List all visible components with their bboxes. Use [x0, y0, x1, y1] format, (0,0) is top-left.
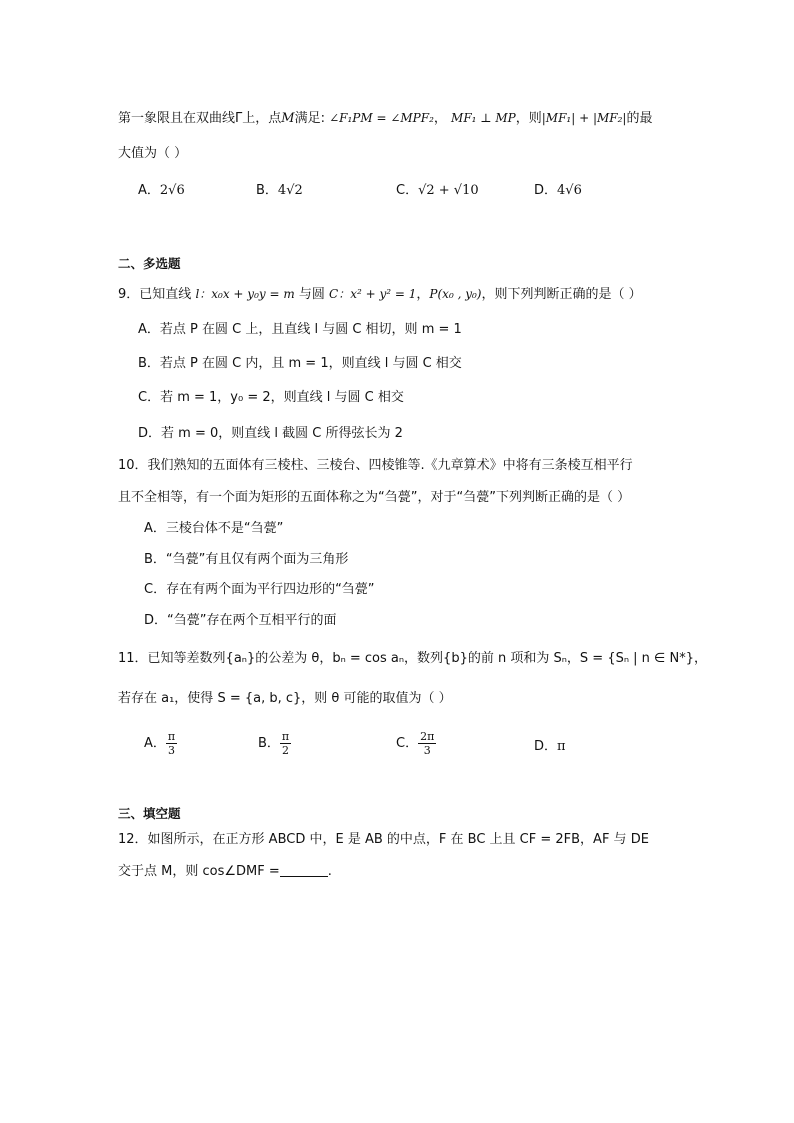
q10-option-b[interactable]: B．“刍甍”有且仅有两个面为三角形: [144, 552, 349, 567]
q9-text-b: 与圆: [298, 287, 325, 302]
q9-line-equation: l：x₀x + y₀y = m: [195, 287, 295, 301]
option-value: 4√6: [557, 183, 582, 198]
option-letter: C．: [396, 736, 419, 751]
q9-option-d[interactable]: D．若 m = 0，则直线 l 截圆 C 所得弦长为 2: [138, 426, 403, 441]
q8-condition-angle: ∠F₁PM = ∠MPF₂: [329, 111, 434, 125]
q11-line2: 若存在 a₁，使得 S = {a, b, c}，则 θ 可能的取值为（ ）: [118, 691, 452, 706]
q9-option-c[interactable]: C．若 m = 1，y₀ = 2，则直线 l 与圆 C 相交: [138, 390, 404, 405]
q8-text-mid: 满足:: [294, 111, 325, 126]
q9-point: P(x₀ , y₀): [429, 287, 482, 301]
q10-option-d[interactable]: D．“刍甍”存在两个互相平行的面: [144, 613, 337, 628]
q8-line2: 大值为（ ）: [118, 146, 188, 161]
q9-text-c: ，: [416, 287, 430, 302]
fraction-denominator: 3: [168, 744, 176, 757]
q12-text: 交于点 M，则 cos∠DMF =: [118, 864, 280, 879]
q10-option-c[interactable]: C．存在有两个面为平行四边形的“刍甍”: [144, 582, 375, 597]
q11-option-c[interactable]: [396, 730, 436, 757]
fraction: [418, 730, 436, 757]
option-value: 2√6: [159, 183, 185, 198]
q9-option-a[interactable]: A．若点 P 在圆 C 上，且直线 l 与圆 C 相切，则 m = 1: [138, 322, 462, 337]
option-letter: B．: [258, 736, 280, 751]
fraction: [166, 730, 177, 757]
q10-option-a[interactable]: A．三棱台体不是“刍甍”: [144, 521, 284, 536]
option-letter: B．: [256, 183, 278, 198]
q11-options: [144, 730, 704, 764]
answer-blank[interactable]: [280, 862, 328, 877]
q9-stem: [118, 284, 642, 305]
q8-condition-perp: MF₁ ⊥ MP: [451, 111, 516, 125]
option-letter: A．: [138, 183, 160, 198]
q10-line1: 10．我们熟知的五面体有三棱柱、三棱台、四棱锥等.《九章算术》中将有三条棱互相平行: [118, 458, 633, 473]
q11-option-d[interactable]: [534, 737, 566, 757]
fraction-numerator: 2π: [420, 730, 435, 743]
fraction-denominator: 2: [282, 744, 290, 757]
q12-line1: 12．如图所示，在正方形 ABCD 中，E 是 AB 的中点，F 在 BC 上且 CF = 2FB，AF 与 DE: [118, 832, 649, 847]
option-letter: D．: [534, 183, 558, 198]
option-value: π: [557, 739, 566, 754]
q8-option-a[interactable]: [138, 181, 185, 201]
q11-option-b[interactable]: [258, 730, 291, 757]
q8-text-suffix: 的最: [626, 111, 653, 126]
q12-period: .: [327, 864, 332, 879]
fraction: [280, 730, 291, 757]
section-title-multiple-choice: 二、多选题: [118, 256, 181, 271]
q8-option-b[interactable]: [256, 181, 303, 201]
q11-option-a[interactable]: [144, 730, 177, 757]
q8-option-d[interactable]: [534, 181, 582, 201]
option-letter: D．: [534, 739, 558, 754]
q8-sep2: ，则: [515, 111, 542, 126]
option-value: √2 + √10: [418, 183, 479, 198]
q8-options: [138, 181, 698, 201]
option-letter: C．: [396, 183, 419, 198]
q8-text-prefix: 第一象限且在双曲线Γ上，点: [118, 111, 282, 126]
q9-text-a: 已知直线: [139, 287, 192, 302]
q12-line2: [118, 862, 332, 882]
q9-number: 9．: [118, 287, 140, 302]
q8-line1: [118, 108, 652, 129]
q8-point: M: [281, 111, 295, 126]
q10-line2: 且不全相等，有一个面为矩形的五面体称之为“刍甍”，对于“刍甍”下列判断正确的是（ ）: [118, 490, 631, 505]
section-title-fill-in: 三、填空题: [118, 806, 181, 821]
q8-sep1: ，: [433, 111, 447, 126]
q9-option-b[interactable]: B．若点 P 在圆 C 内，且 m = 1，则直线 l 与圆 C 相交: [138, 356, 462, 371]
fraction-numerator: π: [167, 730, 176, 743]
q9-circle-equation: C：x² + y² = 1: [329, 287, 417, 301]
option-letter: A．: [144, 736, 166, 751]
q8-expression: |MF₁| + |MF₂|: [541, 111, 627, 125]
q11-line1: 11．已知等差数列{aₙ}的公差为 θ，bₙ = cos aₙ，数列{b}的前 n 项和为 Sₙ，S = {Sₙ | n ∈ N*}，: [118, 651, 707, 666]
option-value: 4√2: [277, 183, 303, 198]
fraction-denominator: 3: [423, 744, 431, 757]
fraction-numerator: π: [281, 730, 290, 743]
q9-text-d: ，则下列判断正确的是（ ）: [481, 287, 642, 302]
q8-option-c[interactable]: [396, 181, 479, 201]
